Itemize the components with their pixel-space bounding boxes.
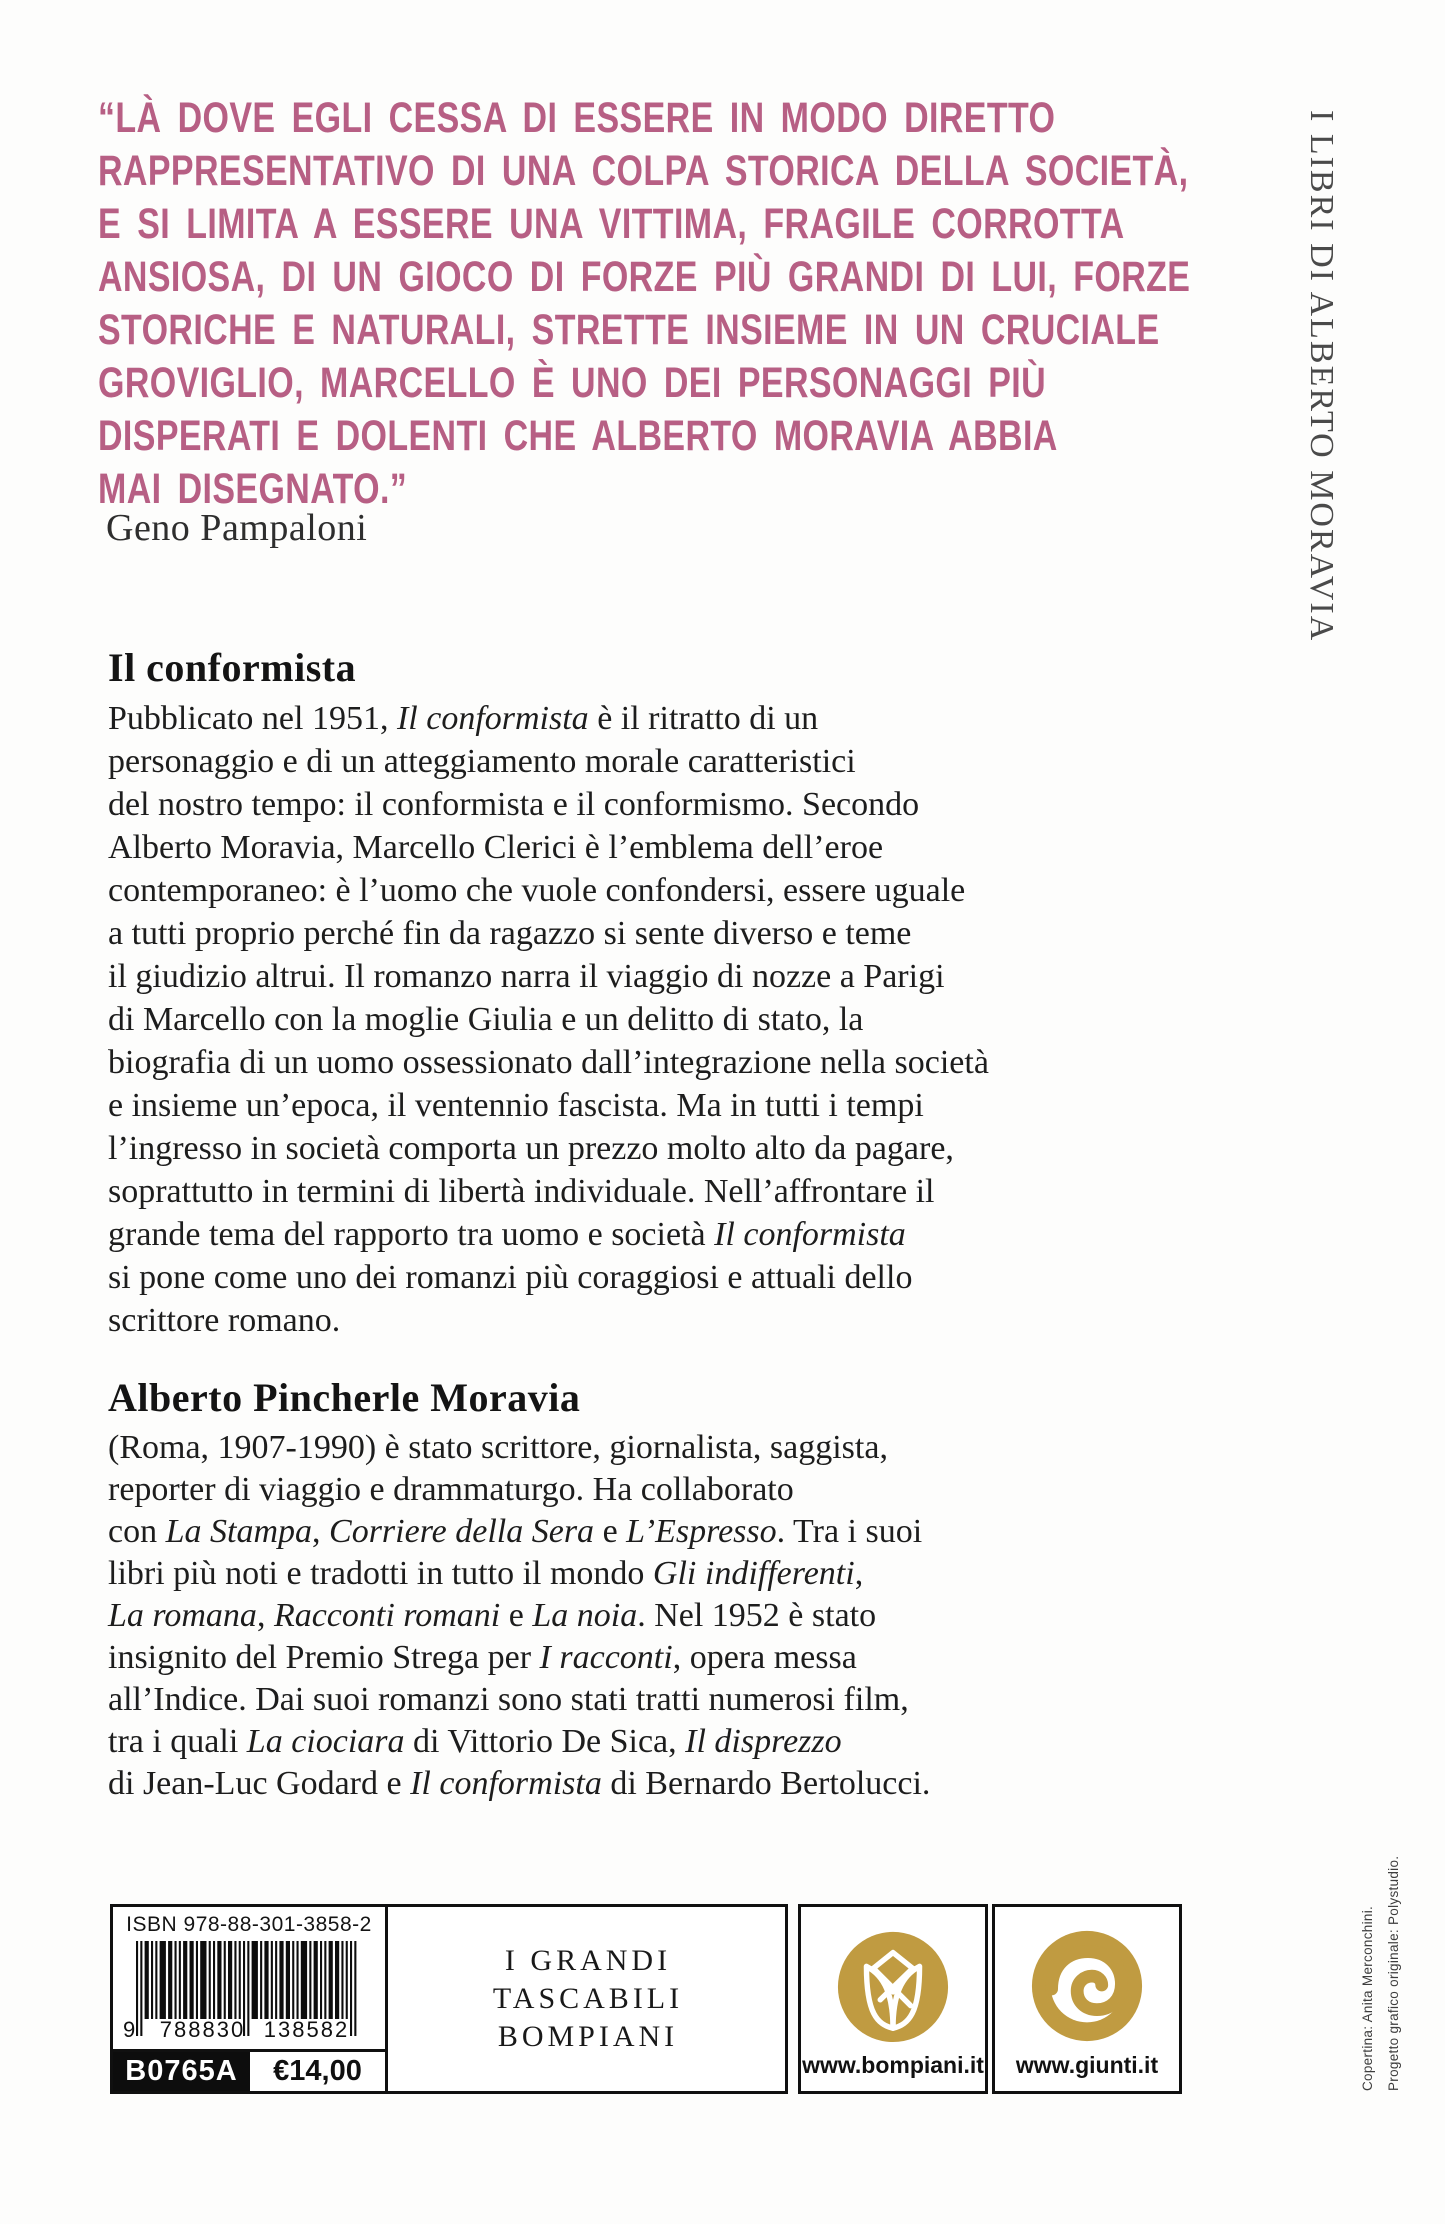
text-line: l’ingresso in società comporta un prezzo molto alto da pagare, (108, 1130, 954, 1167)
text-line: del nostro tempo: il conformista e il conformismo. Secondo (108, 786, 920, 823)
text-line: all’Indice. Dai suoi romanzi sono stati tratti numerosi film, (108, 1681, 909, 1718)
text-line: tra i quali La ciociara di Vittorio De Sica, Il disprezzo (108, 1723, 842, 1760)
text-line: La romana, Racconti romani e La noia. Nel 1952 è stato (108, 1597, 877, 1634)
text-line: si pone come uno dei romanzi più coraggiosi e attuali dello (108, 1259, 913, 1296)
text-line: insignito del Premio Strega per I racconti, opera messa (108, 1639, 857, 1676)
author-name-heading: Alberto Pincherle Moravia (108, 1375, 581, 1420)
text-line: STORICHE E NATURALI, STRETTE INSIEME IN UN CRUCIALE (98, 306, 1160, 354)
price-row (113, 2049, 385, 2091)
text-line: Pubblicato nel 1951, Il conformista è il ritratto di un (108, 700, 819, 737)
text-line: DISPERATI E DOLENTI CHE ALBERTO MORAVIA ABBIA (98, 412, 1058, 460)
edition-code: B0765A (113, 2052, 250, 2091)
text-line: il giudizio altrui. Il romanzo narra il viaggio di nozze a Parigi (108, 958, 945, 995)
book-title-heading: Il conformista (108, 645, 357, 690)
isbn-barcode-box (110, 1904, 788, 2094)
isbn-number: ISBN 978-88-301-3858-2 (126, 1913, 372, 1936)
giunti-logo-box (992, 1904, 1182, 2094)
text-line: soprattutto in termini di libertà individuale. Nell’affrontare il (108, 1173, 935, 1210)
text-line: personaggio e di un atteggiamento morale caratteristici (108, 743, 856, 780)
quote-attribution: Geno Pampaloni (106, 507, 368, 549)
text-line: di Jean-Luc Godard e Il conformista di Bernardo Bertolucci. (108, 1765, 931, 1802)
text-line: RAPPRESENTATIVO DI UNA COLPA STORICA DELLA SOCIETÀ, (98, 147, 1189, 195)
barcode-digit-group1: 788830 (159, 2017, 246, 2042)
barcode-digit-group2: 138582 (263, 2017, 350, 2042)
giunti-g-icon (1028, 1927, 1146, 2045)
text-line: scrittore romano. (108, 1302, 341, 1339)
cover-credit: Copertina: Anita Merconchini. (1360, 1905, 1375, 2091)
bompiani-flower-icon (834, 1927, 952, 2045)
text-line: ANSIOSA, DI UN GIOCO DI FORZE PIÙ GRANDI DI LUI, FORZE (98, 253, 1191, 301)
series-name (391, 1907, 785, 2091)
text-line: E SI LIMITA A ESSERE UNA VITTIMA, FRAGILE CORROTTA (98, 200, 1125, 248)
barcode-digits (113, 2017, 385, 2045)
author-bio-text (108, 1427, 1168, 1805)
book-description-text (108, 697, 1168, 1342)
giunti-url: www.giunti.it (1015, 2052, 1159, 2078)
author-bio-section (108, 1374, 1168, 1805)
text-line: e insieme un’epoca, il ventennio fascista. Ma in tutti i tempi (108, 1087, 924, 1124)
review-quote (98, 92, 1190, 516)
design-credit: Progetto grafico originale: Polystudio. (1386, 1855, 1401, 2091)
text-line: contemporaneo: è l’uomo che vuole confondersi, essere uguale (108, 872, 966, 909)
book-description-section (108, 644, 1168, 1342)
text-line: di Marcello con la moglie Giulia e un delitto di stato, la (108, 1001, 864, 1038)
text-line: TASCABILI (492, 1982, 684, 2015)
text-line: a tutti proprio perché fin da ragazzo si sente diverso e teme (108, 915, 912, 952)
spine-series-title: I LIBRI DI ALBERTO MORAVIA (1303, 110, 1340, 643)
text-line: (Roma, 1907-1990) è stato scrittore, giornalista, saggista, (108, 1429, 888, 1466)
text-line: libri più noti e tradotti in tutto il mondo Gli indifferenti, (108, 1555, 864, 1592)
text-line: biografia di un uomo ossessionato dall’integrazione nella società (108, 1044, 989, 1081)
text-line: GROVIGLIO, MARCELLO È UNO DEI PERSONAGGI PIÙ (98, 359, 1047, 407)
barcode-digit-left: 9 (123, 2017, 138, 2042)
text-line: BOMPIANI (497, 2020, 679, 2053)
text-line: con La Stampa, Corriere della Sera e L’Espresso. Tra i suoi (108, 1513, 923, 1550)
text-line: reporter di viaggio e drammaturgo. Ha collaborato (108, 1471, 794, 1508)
text-line: “LÀ DOVE EGLI CESSA DI ESSERE IN MODO DIRETTO (98, 94, 1056, 142)
text-line: grande tema del rapporto tra uomo e società Il conformista (108, 1216, 906, 1253)
text-line: I GRANDI (504, 1944, 672, 1977)
bompiani-logo-box (798, 1904, 988, 2094)
text-line: Alberto Moravia, Marcello Clerici è l’emblema dell’eroe (108, 829, 884, 866)
price: €14,00 (273, 2055, 362, 2087)
bompiani-url: www.bompiani.it (802, 2052, 984, 2078)
barcode-cell (113, 1907, 388, 2091)
text-line: MAI DISEGNATO.” (98, 465, 408, 513)
